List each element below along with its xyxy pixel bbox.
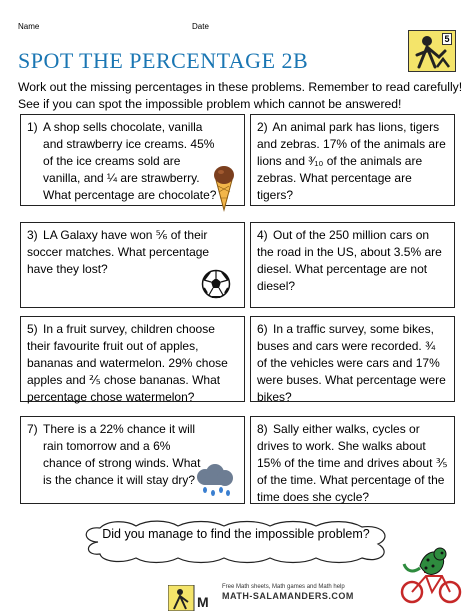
problem-number: 8) [257, 422, 268, 436]
problem-box-8 [250, 416, 455, 504]
grade-badge: 5 [442, 33, 452, 45]
problem-text: There is a 22% chance it will rain tomorrow and a 6% chance of strong winds. What is the chance it will stay dry? [43, 422, 201, 487]
problem-box-6 [250, 316, 455, 402]
problem-number: 2) [257, 120, 268, 134]
instructions-line-1: Work out the missing percentages in these problems. Remember to read carefully! [18, 80, 463, 94]
instructions-line-2: See if you can spot the impossible problem which cannot be answered! [18, 97, 402, 111]
problem-number: 4) [257, 228, 268, 242]
problem-text: A shop sells chocolate, vanilla and strawberry ice creams. 45% of the ice creams sold are vanilla, and ¼ are strawberry. What percentage are chocolate? [43, 120, 217, 202]
problem-number: 3) [27, 228, 38, 242]
salamander-footer-logo-icon [168, 585, 220, 611]
problem-number: 7) [27, 422, 38, 436]
problem-text: LA Galaxy have won ⅚ of their soccer matches. What percentage have they lost? [27, 228, 210, 276]
rain-cloud-icon [193, 463, 237, 499]
name-label: Name [18, 22, 40, 31]
svg-text:M: M [197, 594, 209, 610]
page-title: SPOT THE PERCENTAGE 2B [18, 48, 309, 73]
problem-box-4 [250, 222, 455, 308]
problem-text: In a traffic survey, some bikes, buses and cars were recorded. ¾ of the vehicles were cars and 17% were buses. What percentage were bikes? [257, 322, 446, 404]
ice-cream-icon [211, 164, 237, 212]
salamander-logo-icon [408, 30, 456, 72]
footer-tagline: Free Math sheets, Math games and Math help [222, 584, 345, 590]
problem-number: 5) [27, 322, 38, 336]
problem-number: 1) [27, 120, 38, 134]
date-label: Date [192, 22, 209, 31]
cyclist-salamander-icon [400, 546, 466, 606]
problem-text: Sally either walks, cycles or drives to work. She walks about 15% of the time and drives about ⅗ of the time. What percentage of the time does she cycle? [257, 422, 448, 504]
problem-text: An animal park has lions, tigers and zebras. 17% of the animals are lions and ³⁄₁₀ of the animals are zebras. What percentage are tigers? [257, 120, 446, 202]
problem-box-2 [250, 114, 455, 206]
problem-box-5 [20, 316, 245, 402]
footer-site-text [222, 584, 354, 602]
problem-text: Out of the 250 million cars on the road in the US, about 3.5% are diesel. What percentage are not diesel? [257, 228, 442, 293]
problem-text: In a fruit survey, children choose their favourite fruit out of apples, bananas and watermelon. 29% chose apples and ⅖ chose bananas. What percentage chose watermelon? [27, 322, 228, 404]
soccer-ball-icon [201, 269, 231, 299]
instructions [18, 79, 463, 113]
problem-number: 6) [257, 322, 268, 336]
banner-question: Did you manage to find the impossible problem? [102, 527, 370, 541]
footer-site-name: MATH-SALAMANDERS.COM [222, 591, 354, 601]
